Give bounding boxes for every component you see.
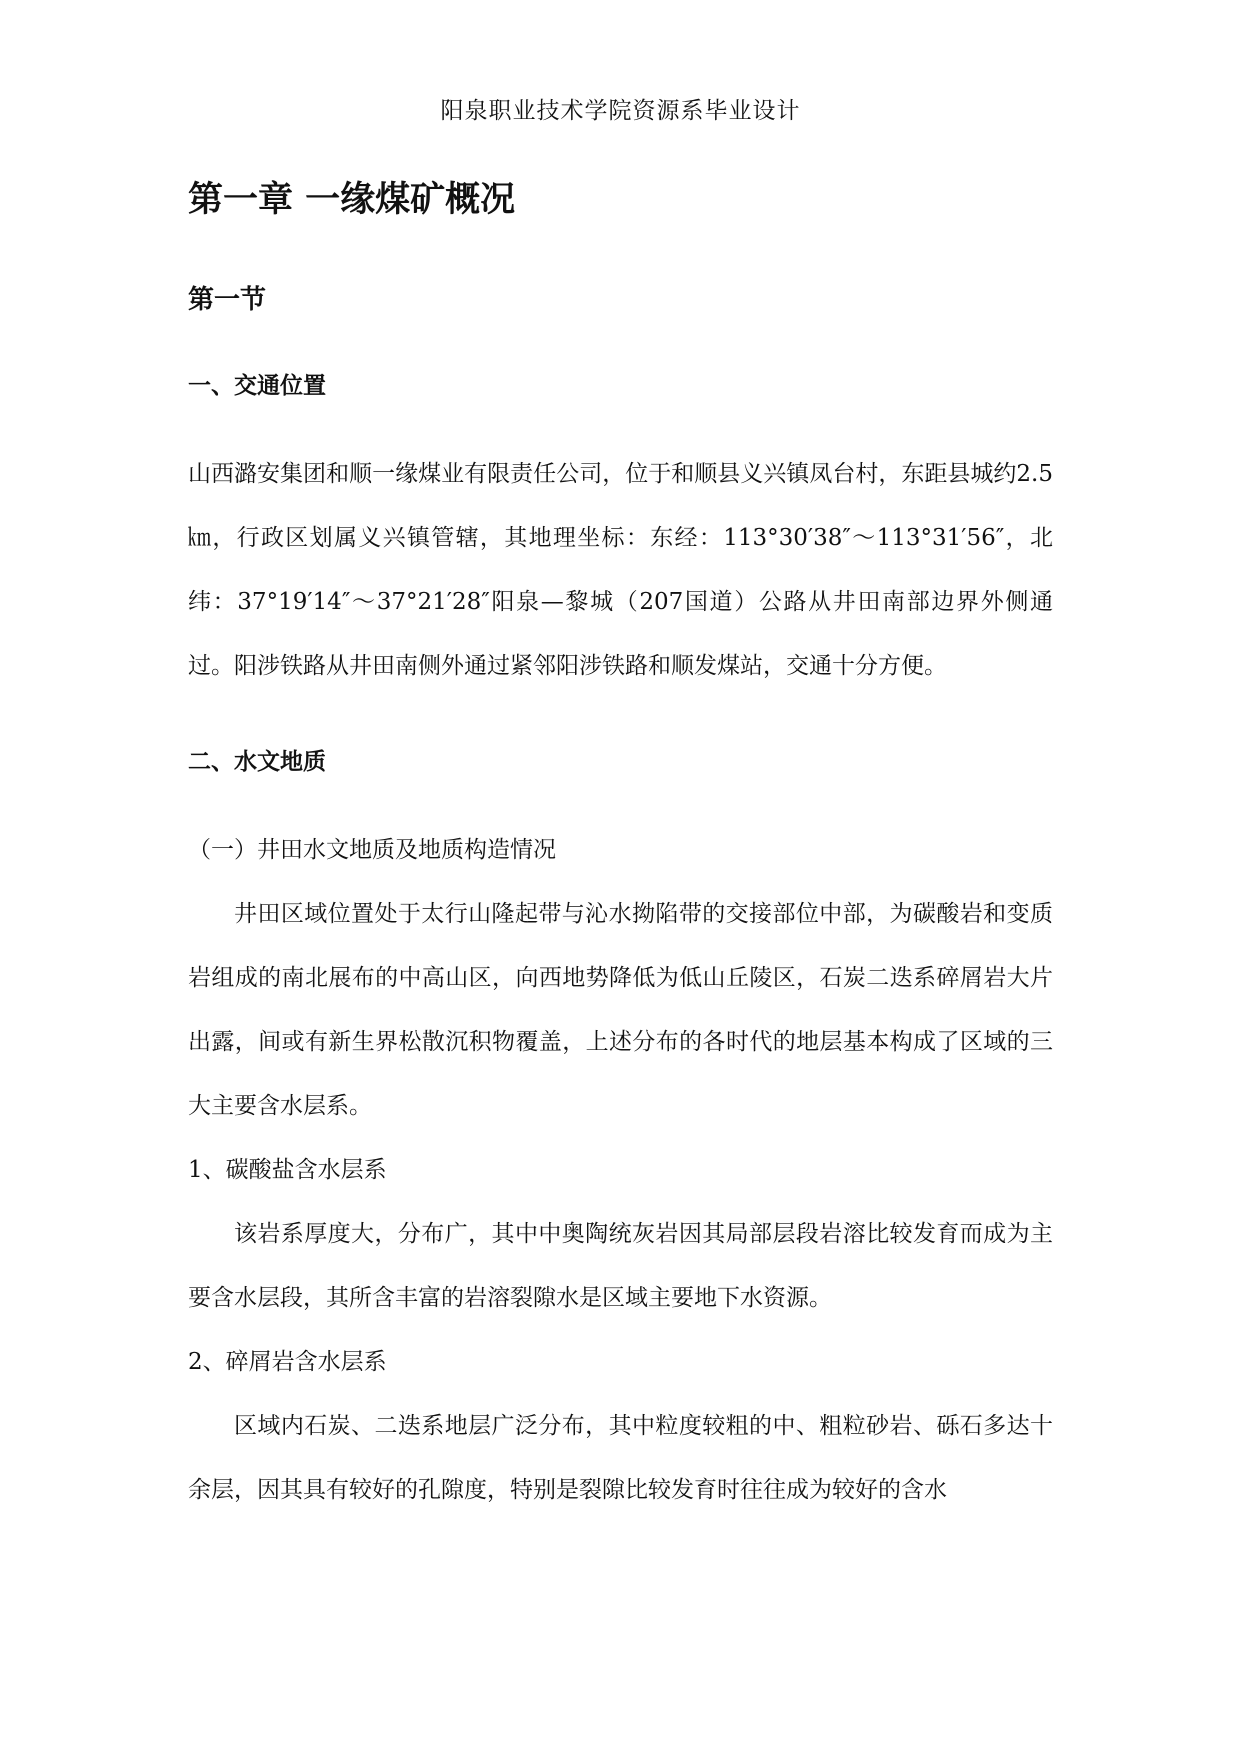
chapter-title: 第一章 一缘煤矿概况 — [188, 180, 516, 220]
item1-title: 1、碳酸盐含水层系 — [188, 1157, 387, 1183]
traffic-paragraph: 山西潞安集团和顺一缘煤业有限责任公司，位于和顺县义兴镇凤台村，东距县城约2.5㎞，行政区划属义兴镇管辖，其地理坐标：东经：113°30′38″～113°31′56″，北纬：37°19′14″～37°21′28″阳泉—黎城（207国道）公路从井田南部边界外侧通过。阳涉铁路从井田南侧外通过紧邻阳涉铁路和顺发煤站，交通十分方便。 — [188, 461, 1053, 679]
running-header: 阳泉职业技术学院资源系毕业设计 — [440, 98, 801, 124]
item1-paragraph: 该岩系厚度大，分布广，其中中奥陶统灰岩因其局部层段岩溶比较发育而成为主要含水层段，其所含丰富的岩溶裂隙水是区域主要地下水资源。 — [188, 1221, 1053, 1311]
item2-paragraph: 区域内石炭、二迭系地层广泛分布，其中粒度较粗的中、粗粒砂岩、砾石多达十余层，因其具有较好的孔隙度，特别是裂隙比较发育时往往成为较好的含水 — [188, 1413, 1053, 1503]
page-content — [188, 160, 1053, 1522]
hydrology-intro-paragraph: 井田区域位置处于太行山隆起带与沁水拗陷带的交接部位中部，为碳酸岩和变质岩组成的南北展布的中高山区，向西地势降低为低山丘陵区，石炭二迭系碎屑岩大片出露，间或有新生界松散沉积物覆盖，上述分布的各时代的地层基本构成了区域的三大主要含水层系。 — [188, 901, 1053, 1119]
hydrology-heading: 二、水文地质 — [188, 749, 326, 775]
section-title: 第一节 — [188, 285, 267, 315]
item2-title: 2、碎屑岩含水层系 — [188, 1349, 387, 1375]
traffic-heading: 一、交通位置 — [188, 373, 326, 399]
hydrology-subheading: （一）井田水文地质及地质构造情况 — [188, 837, 556, 863]
